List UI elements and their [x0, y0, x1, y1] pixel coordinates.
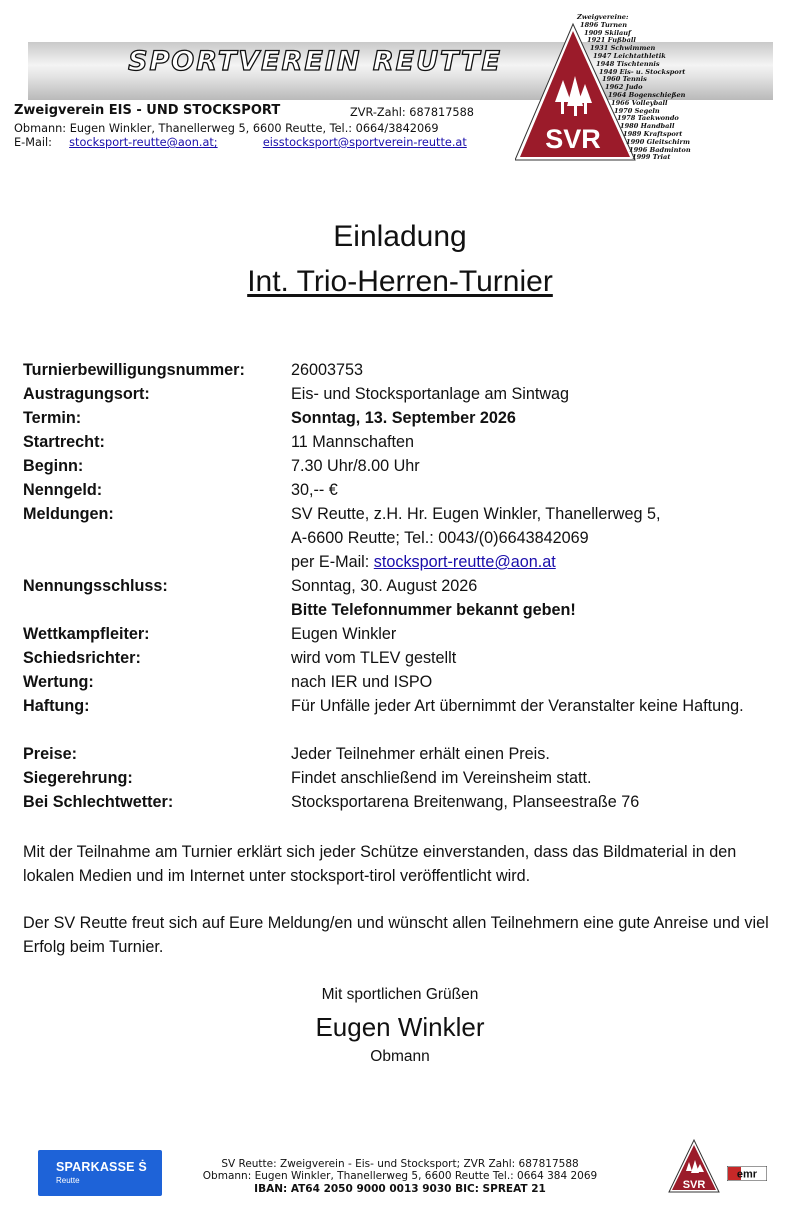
- info-label: Haftung:: [23, 697, 90, 715]
- founding-item: 1999 Triat: [632, 153, 671, 162]
- email-link-eisstocksport[interactable]: eisstocksport@sportverein-reutte.at: [262, 136, 467, 149]
- founding-item: 1948 Tischtennis: [596, 59, 660, 68]
- contact-line: Obmann: Eugen Winkler, Thanellerweg 5, 6600 Reutte, Tel.: 0664/3842069: [14, 122, 439, 135]
- founding-item: 1947 Leichtathletik: [593, 51, 666, 60]
- founding-item: 1978 Taekwondo: [617, 114, 679, 123]
- info-value: nach IER und ISPO: [291, 673, 433, 691]
- info-label: Meldungen:: [23, 505, 114, 523]
- emr-text: emr: [736, 1168, 758, 1181]
- founding-item: 1964 Bogenschießen: [608, 90, 686, 99]
- founding-title: Zweigvereine:: [577, 13, 629, 21]
- sparkasse-name: SPARKASSE Ṡ: [56, 1160, 147, 1174]
- email-label: E-Mail:: [14, 136, 52, 149]
- info-label: Wettkampfleiter:: [23, 625, 150, 643]
- info-label: Beginn:: [23, 457, 84, 475]
- sparkasse-city: Reutte: [56, 1176, 80, 1185]
- founding-item: 1970 Segeln: [614, 106, 660, 115]
- greeting: Mit sportlichen Grüßen: [321, 986, 479, 1003]
- info-label: Schiedsrichter:: [23, 649, 141, 667]
- banner-title: SPORTVEREIN REUTTE: [128, 46, 502, 77]
- info-value: Jeder Teilnehmer erhält einen Preis.: [291, 745, 550, 763]
- founding-list: [577, 14, 777, 162]
- founding-item: 1931 Schwimmen: [590, 44, 656, 53]
- email-line: [14, 136, 467, 150]
- info-label: Nennungsschluss:: [23, 577, 168, 595]
- founding-item: 1996 Badminton: [629, 145, 691, 154]
- footer-line-2: Obmann: Eugen Winkler, Thanellerweg 5, 6600 Reutte Tel.: 0664 384 2069: [202, 1170, 598, 1182]
- info-value: Sonntag, 13. September 2026: [291, 409, 516, 427]
- founding-item: 1921 Fußball: [587, 36, 636, 45]
- info-value: Eis- und Stocksportanlage am Sintwag: [291, 385, 570, 403]
- founding-item: 1896 Turnen: [580, 20, 627, 29]
- closing-paragraph: Der SV Reutte freut sich auf Eure Meldung/en und wünscht allen Teilnehmern eine gute Anreise und viel Erfolg beim Turnier.: [23, 914, 769, 956]
- footer-club-logo: [668, 1138, 720, 1194]
- emr-logo: [727, 1166, 767, 1181]
- page-subtitle: [0, 263, 800, 301]
- email-prefix: per E-Mail:: [291, 553, 374, 571]
- founding-item: 1989 Kraftsport: [623, 129, 683, 138]
- sparkasse-s-icon: Ṡ: [138, 1160, 147, 1174]
- founding-item: 1949 Eis- u. Stocksport: [599, 67, 686, 76]
- info-value: Stocksportarena Breitenwang, Planseestraße 76: [291, 793, 640, 811]
- footer-logo-text: SVR: [682, 1179, 706, 1191]
- info-value: Findet anschließend im Vereinsheim statt.: [291, 769, 592, 787]
- info-label: Austragungsort:: [23, 385, 150, 403]
- founding-item: 1960 Tennis: [602, 75, 647, 84]
- signer-name: Eugen Winkler: [315, 1012, 485, 1042]
- info-value: Eugen Winkler: [291, 625, 397, 643]
- logo-text: SVR: [545, 124, 601, 154]
- info-value: A-6600 Reutte; Tel.: 0043/(0)6643842069: [291, 529, 589, 547]
- info-label: Wertung:: [23, 673, 94, 691]
- page-title: Einladung: [333, 220, 467, 253]
- founding-item: 1909 Skilauf: [584, 28, 631, 37]
- info-value: SV Reutte, z.H. Hr. Eugen Winkler, Thanellerweg 5,: [291, 505, 661, 523]
- info-label: Termin:: [23, 409, 82, 427]
- info-label: Startrecht:: [23, 433, 105, 451]
- zvr-number: ZVR-Zahl: 687817588: [350, 106, 474, 119]
- registration-email-link[interactable]: stocksport-reutte@aon.at: [373, 553, 556, 571]
- info-value: 11 Mannschaften: [291, 433, 414, 451]
- founding-item: 1990 Gleitschirm: [626, 137, 691, 146]
- info-value: 26003753: [291, 361, 364, 379]
- signer-role: Obmann: [370, 1048, 430, 1065]
- footer-line-1: SV Reutte: Zweigverein - Eis- und Stocksport; ZVR Zahl: 687817588: [221, 1158, 579, 1170]
- founding-item: 1966 Volleyball: [611, 98, 668, 107]
- info-label: Turnierbewilligungsnummer:: [23, 361, 245, 379]
- info-value: 7.30 Uhr/8.00 Uhr: [291, 457, 420, 475]
- info-value: Bitte Telefonnummer bekannt geben!: [291, 601, 576, 619]
- consent-paragraph: Mit der Teilnahme am Turnier erklärt sich jeder Schütze einverstanden, dass das Bildmaterial in den lokalen Medien und im Internet unter stocksport-tirol veröffentlicht wird.: [23, 843, 737, 885]
- info-value: Sonntag, 30. August 2026: [291, 577, 478, 595]
- info-value: Für Unfälle jeder Art übernimmt der Veranstalter keine Haftung.: [291, 697, 744, 715]
- footer-bank-details: IBAN: AT64 2050 9000 0013 9030 BIC: SPREAT 21: [254, 1183, 546, 1195]
- info-label: Nenngeld:: [23, 481, 103, 499]
- subtitle-text: Int. Trio-Herren-Turnier: [247, 265, 553, 298]
- info-value: [291, 550, 781, 574]
- info-value: wird vom TLEV gestellt: [291, 649, 457, 667]
- club-name: Zweigverein EIS - UND STOCKSPORT: [14, 103, 281, 118]
- info-label: Siegerehrung:: [23, 769, 133, 787]
- founding-item: 1980 Handball: [620, 122, 675, 131]
- info-label: Preise:: [23, 745, 77, 763]
- founding-item: 1962 Judo: [605, 83, 643, 92]
- info-value: 30,-- €: [291, 481, 338, 499]
- email-link-stocksport[interactable]: stocksport-reutte@aon.at;: [69, 136, 218, 149]
- info-label: Bei Schlechtwetter:: [23, 793, 174, 811]
